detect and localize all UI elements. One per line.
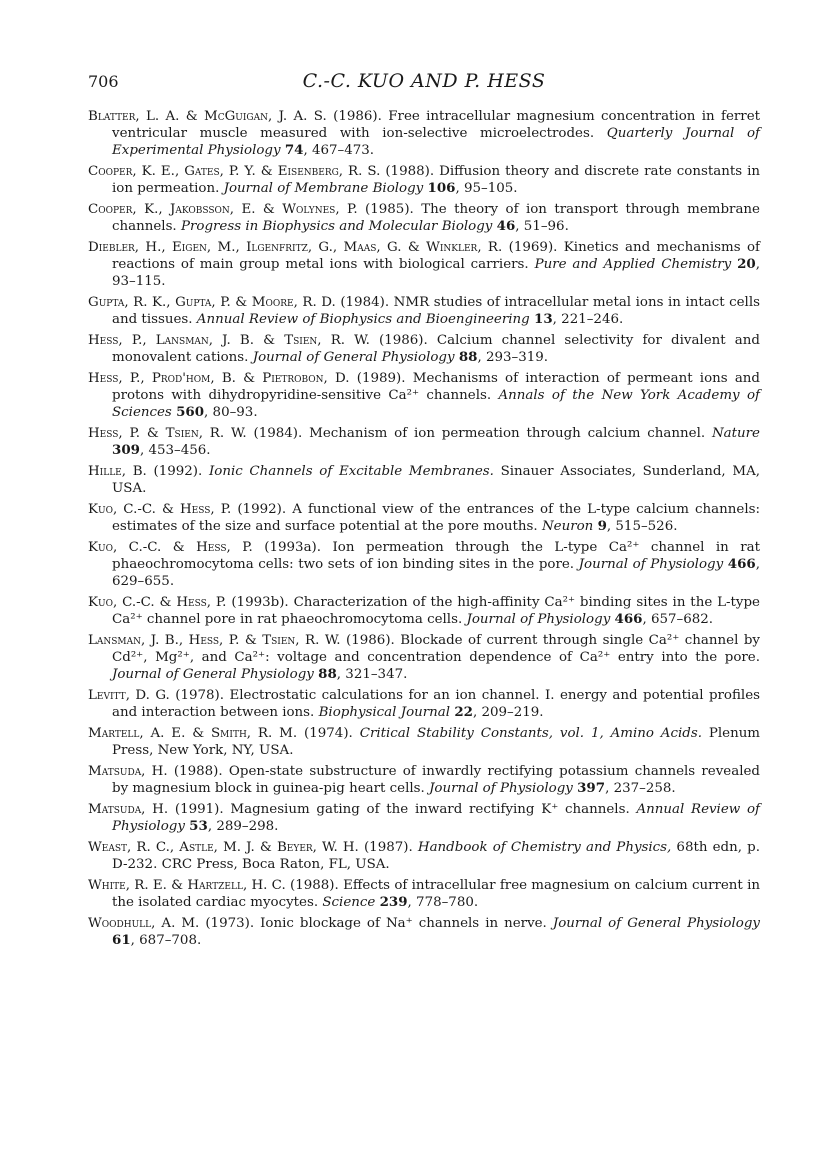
reference-item xyxy=(88,839,760,873)
reference-authors: Cooper, K. E., Gates, P. Y. & Eisenberg, R. S. xyxy=(88,164,381,179)
reference-journal: Journal of General Physiology xyxy=(552,916,760,931)
reference-item xyxy=(88,163,760,197)
reference-year: (1989). xyxy=(356,371,406,386)
reference-title: Effects of intracellular free magnesium on calcium current in the isolated cardiac myocytes. xyxy=(112,878,760,910)
reference-journal: Critical Stability Constants, vol. 1, Amino Acids. xyxy=(359,726,702,741)
reference-volume: 397 xyxy=(577,780,606,796)
reference-authors: White, R. E. & Hartzell, H. C. xyxy=(88,878,286,893)
reference-item xyxy=(88,632,760,683)
reference-authors: Martell, A. E. & Smith, R. M. xyxy=(88,726,298,741)
reference-volume: 239 xyxy=(379,894,408,910)
reference-title: Kinetics and mechanisms of reactions of main group metal ions with biological carriers. xyxy=(112,240,760,272)
reference-item xyxy=(88,239,760,290)
reference-journal: Journal of Physiology xyxy=(578,557,724,572)
reference-volume: 88 xyxy=(458,349,478,365)
reference-authors: Cooper, K., Jakobsson, E. & Wolynes, P. xyxy=(88,202,358,217)
reference-authors: Gupta, R. K., Gupta, P. & Moore, R. D. xyxy=(88,295,336,310)
reference-volume: 466 xyxy=(727,556,756,572)
reference-pages: , 95–105. xyxy=(455,181,518,196)
reference-year: (1986). xyxy=(333,109,382,124)
reference-pages: , 515–526. xyxy=(606,519,678,534)
reference-volume: 22 xyxy=(454,704,473,720)
reference-authors: Levitt, D. G. xyxy=(88,688,170,703)
reference-authors: Hess, P., Lansman, J. B. & Tsien, R. W. xyxy=(88,333,370,348)
reference-volume: 560 xyxy=(176,404,205,420)
reference-pages: , 657–682. xyxy=(642,612,714,627)
reference-year: (1974). xyxy=(304,726,353,741)
reference-journal: Annual Review of Biophysics and Bioengineering xyxy=(196,312,530,327)
reference-journal: Science xyxy=(322,895,376,910)
reference-pages: , 321–347. xyxy=(336,667,408,682)
reference-item xyxy=(88,294,760,328)
reference-item xyxy=(88,425,760,459)
reference-journal: Handbook of Chemistry and Physics, xyxy=(417,840,672,855)
reference-authors: Weast, R. C., Astle, M. J. & Beyer, W. H. xyxy=(88,840,359,855)
reference-journal: Journal of Physiology xyxy=(466,612,611,627)
reference-volume: 13 xyxy=(534,311,553,327)
reference-pages: Sinauer Associates, Sunderland, MA, USA. xyxy=(112,464,760,496)
reference-year: (1984). xyxy=(253,426,303,441)
reference-title: Open-state substructure of inwardly rectifying potassium channels revealed by magnesium block in guinea-pig heart cells. xyxy=(112,764,760,796)
reference-journal: Annual Review of Physiology xyxy=(112,802,760,834)
reference-journal: Journal of General Physiology xyxy=(252,350,455,365)
reference-pages: , 467–473. xyxy=(303,143,375,158)
reference-item xyxy=(88,725,760,759)
reference-title: The theory of ion transport through membrane channels. xyxy=(112,202,760,234)
reference-authors: Hess, P. & Tsien, R. W. xyxy=(88,426,247,441)
reference-title: NMR studies of intracellular metal ions in intact cells and tissues. xyxy=(112,295,760,327)
reference-title: Free intracellular magnesium concentration in ferret ventricular muscle measured with ion-selective microelectrodes. xyxy=(112,109,760,141)
reference-pages: Plenum Press, New York, NY, USA. xyxy=(112,726,761,758)
reference-title: Blockade of current through single Ca²⁺ channel by Cd²⁺, Mg²⁺, and Ca²⁺: voltage and concentration dependence of Ca²⁺ entry into the pore. xyxy=(112,633,760,665)
reference-pages: , 293–319. xyxy=(477,350,549,365)
reference-year: (1984). xyxy=(340,295,390,310)
reference-journal: Ionic Channels of Excitable Membranes. xyxy=(208,464,494,479)
reference-item xyxy=(88,915,760,949)
reference-year: (1987). xyxy=(363,840,413,855)
reference-journal: Progress in Biophysics and Molecular Biology xyxy=(180,219,493,234)
reference-pages: , 237–258. xyxy=(605,781,676,796)
reference-year: (1988). xyxy=(173,764,223,779)
reference-title: Diffusion theory and discrete rate constants in ion permeation. xyxy=(112,164,760,196)
reference-volume: 61 xyxy=(112,932,131,948)
reference-year: (1985). xyxy=(365,202,414,217)
reference-volume: 46 xyxy=(496,218,516,234)
reference-year: (1993a). xyxy=(264,540,322,555)
reference-item xyxy=(88,687,760,721)
reference-year: (1993b). xyxy=(231,595,289,610)
reference-volume: 88 xyxy=(318,666,337,682)
reference-item xyxy=(88,201,760,235)
reference-year: (1988). xyxy=(385,164,435,179)
reference-item xyxy=(88,332,760,366)
reference-volume: 20 xyxy=(737,256,756,272)
reference-authors: Woodhull, A. M. xyxy=(88,916,200,931)
reference-year: (1969). xyxy=(508,240,558,255)
reference-item xyxy=(88,501,760,535)
reference-item xyxy=(88,763,760,797)
reference-authors: Matsuda, H. xyxy=(88,802,169,817)
reference-pages: , 51–96. xyxy=(515,219,569,234)
reference-authors: Kuo, C.-C. & Hess, P. xyxy=(88,540,253,555)
reference-year: (1992). xyxy=(153,464,203,479)
reference-volume: 106 xyxy=(427,180,456,196)
reference-list xyxy=(88,108,760,949)
reference-pages: , 289–298. xyxy=(207,819,279,834)
reference-journal: Biophysical Journal xyxy=(318,705,451,720)
reference-pages: 68th edn, p. D-232. CRC Press, Boca Raton, FL, USA. xyxy=(112,840,760,872)
reference-item xyxy=(88,463,760,497)
running-head: C.-C. KUO AND P. HESS xyxy=(302,70,546,92)
reference-volume: 466 xyxy=(614,611,643,627)
reference-pages: , 629–655. xyxy=(112,557,760,589)
reference-pages: , 221–246. xyxy=(552,312,624,327)
reference-title: Calcium channel selectivity for divalent and monovalent cations. xyxy=(112,333,760,365)
reference-item xyxy=(88,370,760,421)
reference-item xyxy=(88,539,760,590)
reference-title: Mechanism of ion permeation through calcium channel. xyxy=(309,426,706,441)
reference-journal: Neuron xyxy=(541,519,594,534)
reference-pages: , 80–93. xyxy=(204,405,258,420)
reference-journal: Journal of General Physiology xyxy=(112,667,314,682)
reference-title: Ionic blockage of Na⁺ channels in nerve. xyxy=(260,916,547,931)
reference-year: (1991). xyxy=(174,802,224,817)
reference-authors: Kuo, C.-C. & Hess, P. xyxy=(88,502,232,517)
reference-authors: Matsuda, H. xyxy=(88,764,168,779)
reference-item xyxy=(88,108,760,159)
reference-title: Mechanisms of interaction of permeant ions and protons with dihydropyridine-sensitive Ca²⁺ channels. xyxy=(112,371,760,403)
reference-journal: Annals of the New York Academy of Sciences xyxy=(112,388,760,420)
reference-pages: , 778–780. xyxy=(407,895,479,910)
reference-item xyxy=(88,594,760,628)
reference-authors: Kuo, C.-C. & Hess, P. xyxy=(88,595,227,610)
reference-title: A functional view of the entrances of the L-type calcium channels: estimates of the size and surface potential at the pore mouths. xyxy=(112,502,760,534)
reference-pages: , 687–708. xyxy=(130,933,202,948)
reference-title: Magnesium gating of the inward rectifying K⁺ channels. xyxy=(230,802,630,817)
reference-volume: 53 xyxy=(189,818,208,834)
reference-year: (1973). xyxy=(205,916,255,931)
reference-pages: , 209–219. xyxy=(472,705,544,720)
reference-year: (1986). xyxy=(378,333,428,348)
reference-journal: Pure and Applied Chemistry xyxy=(534,257,732,272)
reference-year: (1986). xyxy=(346,633,395,648)
reference-title: Characterization of the high-affinity Ca²⁺ binding sites in the L-type Ca²⁺ channel pore in rat phaeochromocytoma cells. xyxy=(112,595,760,627)
reference-authors: Blatter, L. A. & McGuigan, J. A. S. xyxy=(88,109,327,124)
reference-volume: 309 xyxy=(112,442,140,458)
reference-journal: Nature xyxy=(711,426,760,441)
reference-year: (1992). xyxy=(237,502,287,517)
reference-authors: Diebler, H., Eigen, M., Ilgenfritz, G., Maas, G. & Winkler, R. xyxy=(88,240,503,255)
reference-item xyxy=(88,801,760,835)
reference-pages: , 93–115. xyxy=(112,257,761,289)
page-number: 706 xyxy=(88,72,119,91)
reference-authors: Hess, P., Prod'hom, B. & Pietrobon, D. xyxy=(88,371,350,386)
reference-authors: Hille, B. xyxy=(88,464,147,479)
reference-title: Ion permeation through the L-type Ca²⁺ channel in rat phaeochromocytoma cells: two sets of ion binding sites in the pore. xyxy=(112,540,760,572)
reference-pages: , 453–456. xyxy=(139,443,211,458)
reference-item xyxy=(88,877,760,911)
reference-volume: 74 xyxy=(284,142,304,158)
reference-authors: Lansman, J. B., Hess, P. & Tsien, R. W. xyxy=(88,633,341,648)
reference-journal: Journal of Membrane Biology xyxy=(223,181,424,196)
reference-year: (1988). xyxy=(290,878,339,893)
reference-journal: Journal of Physiology xyxy=(429,781,573,796)
reference-year: (1978). xyxy=(175,688,225,703)
reference-journal: Quarterly Journal of Experimental Physiology xyxy=(112,126,761,158)
page-header xyxy=(88,72,760,98)
reference-title: Electrostatic calculations for an ion channel. I. energy and potential profiles and interaction between ions. xyxy=(112,688,760,720)
reference-volume: 9 xyxy=(597,518,607,534)
